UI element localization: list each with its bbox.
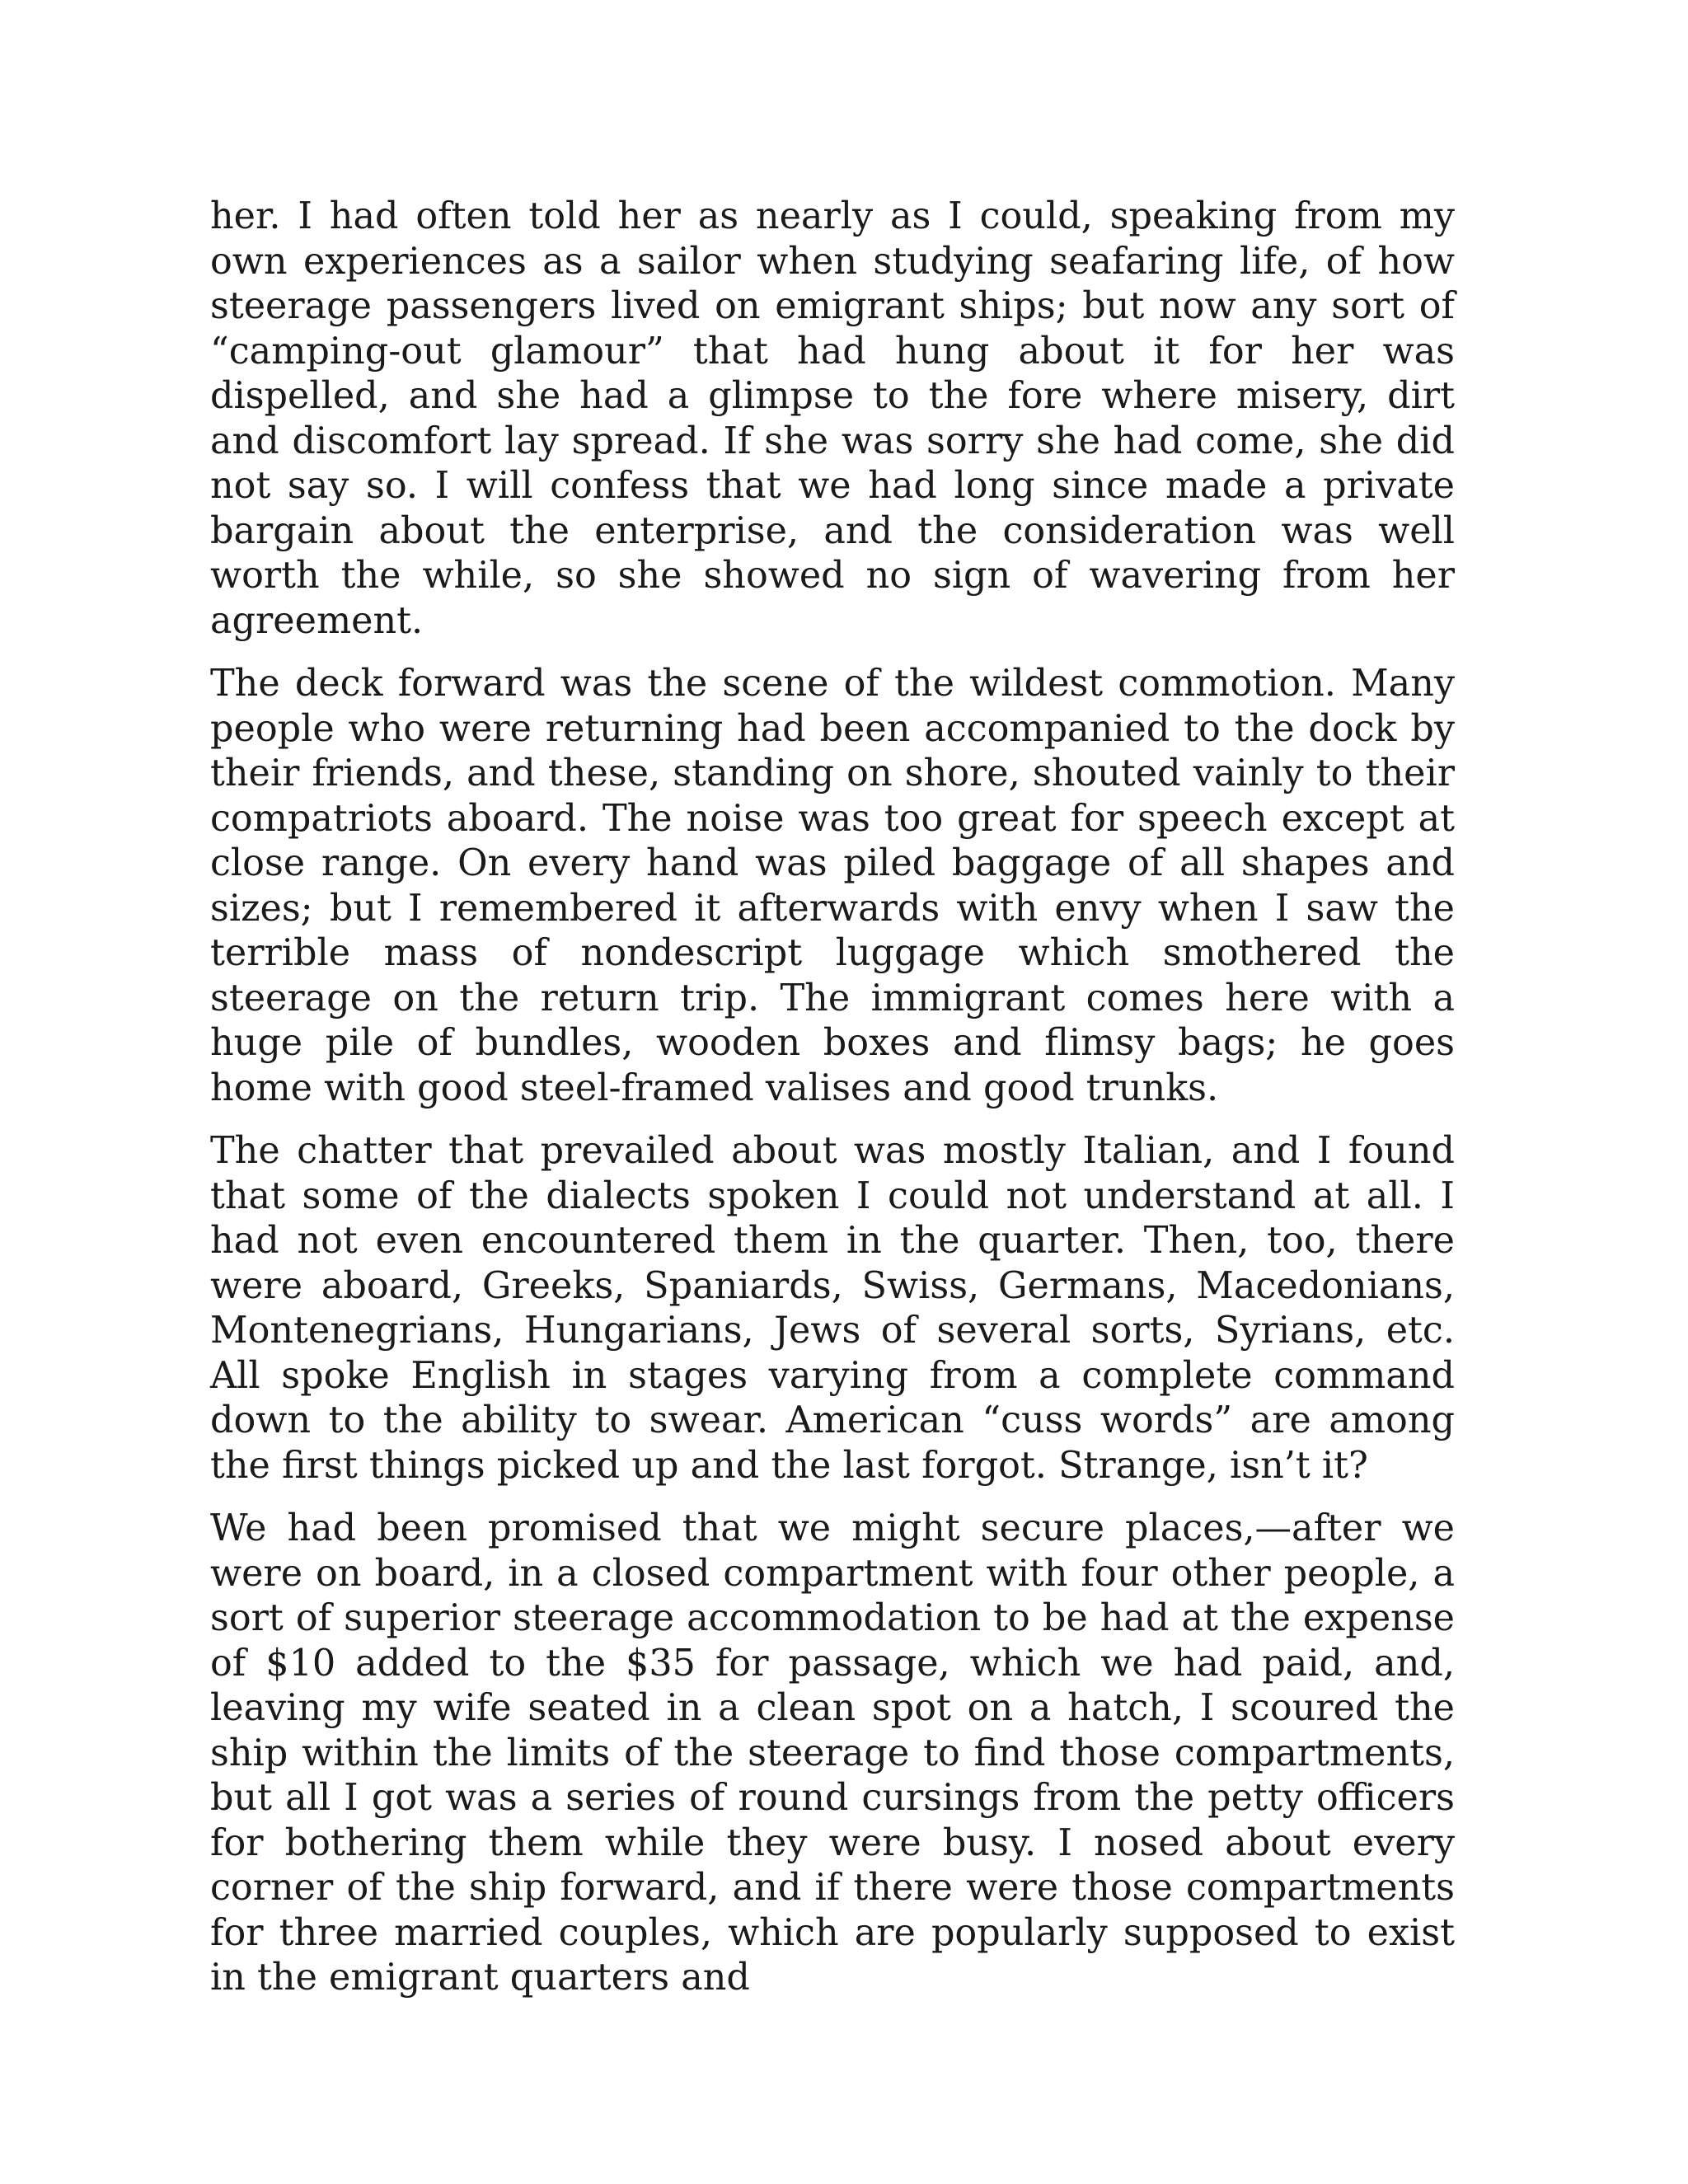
paragraph-4: We had been promised that we might secure places,—after we were on board, in a closed compartment with four other people, a sort of superior steerage accommodation to be had at the expense of $10 added to the $35 for passage, which we had paid, and, leaving my wife seated in a clean spot on a hatch, I scoured the ship within the limits of the steerage to find those compartments, but all I got was a series of round cursings from the petty officers for bothering them while they were busy. I nosed about every corner of the ship forward, and if there were those compartments for three married couples, which are popularly supposed to exist in the emigrant quarters and bbox=[210, 1507, 1455, 1999]
page-body bbox=[210, 194, 1455, 2019]
paragraph-1: her. I had often told her as nearly as I could, speaking from my own experiences as a sailor when studying seafaring life, of how steerage passengers lived on emigrant ships; but now any sort of “camping-out glamour” that had hung about it for her was dispelled, and she had a glimpse to the fore where misery, dirt and discomfort lay spread. If she was sorry she had come, she did not say so. I will confess that we had long since made a private bargain about the enterprise, and the consideration was well worth the while, so she showed no sign of wavering from her agreement. bbox=[210, 195, 1455, 642]
paragraph-2: The deck forward was the scene of the wildest commotion. Many people who were returning had been accompanied to the dock by their friends, and these, standing on shore, shouted vainly to their compatriots aboard. The noise was too great for speech except at close range. On every hand was piled baggage of all shapes and sizes; but I remembered it afterwards with envy when I saw the terrible mass of nondescript luggage which smothered the steerage on the return trip. The immigrant comes here with a huge pile of bundles, wooden boxes and flimsy bags; he goes home with good steel-framed valises and good trunks. bbox=[210, 663, 1455, 1109]
paragraph-3: The chatter that prevailed about was mostly Italian, and I found that some of the dialects spoken I could not understand at all. I had not even encountered them in the quarter. Then, too, there were aboard, Greeks, Spaniards, Swiss, Germans, Macedonians, Montenegrians, Hungarians, Jews of several sorts, Syrians, etc. All spoke English in stages varying from a complete command down to the ability to swear. American “cuss words” are among the first things picked up and the last forgot. Strange, isn’t it? bbox=[210, 1130, 1455, 1487]
